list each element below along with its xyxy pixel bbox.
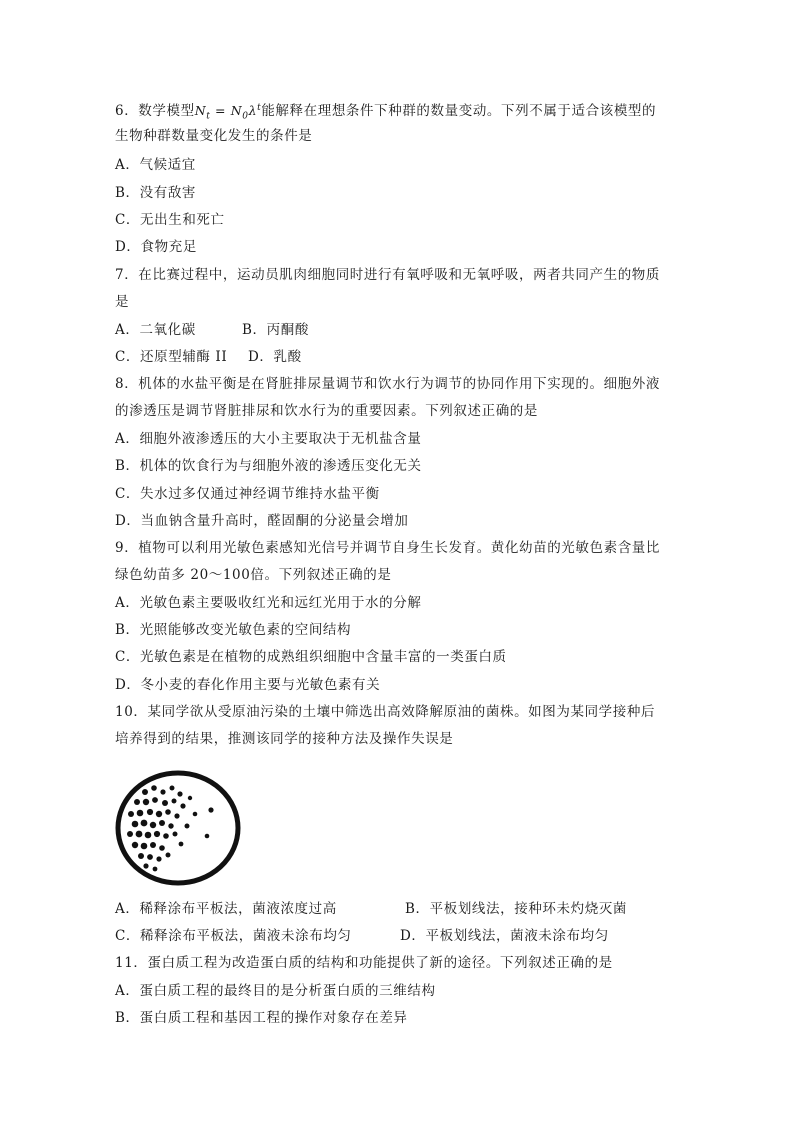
- q8-stem-line2: 的渗透压是调节肾脏排尿和饮水行为的重要因素。下列叙述正确的是: [115, 403, 538, 419]
- q10-option-d: D．平板划线法，菌液未涂布均匀: [400, 928, 609, 944]
- q6-prefix: 6．数学模型: [115, 103, 195, 120]
- q11-stem-line1: 11．蛋白质工程为改造蛋白质的结构和功能提供了新的途径。下列叙述正确的是: [115, 955, 613, 971]
- q11-option-a: A．蛋白质工程的最终目的是分析蛋白质的三维结构: [115, 983, 436, 999]
- q7-option-a: A．二氧化碳: [115, 322, 196, 338]
- q6-option-b: B．没有敌害: [115, 185, 197, 201]
- q10-stem-line1: 10．某同学欲从受原油污染的土壤中筛选出高效降解原油的菌株。如图为某同学接种后: [115, 704, 656, 720]
- petri-dish-rim: [118, 773, 238, 883]
- q10-option-a: A．稀释涂布平板法，菌液浓度过高: [115, 901, 337, 917]
- q11-option-b: B．蛋白质工程和基因工程的操作对象存在差异: [115, 1010, 408, 1026]
- q7-option-d: D．乳酸: [248, 349, 302, 365]
- bacterial-colonies: [127, 785, 214, 871]
- q6-option-c: C．无出生和死亡: [115, 212, 225, 228]
- q9-stem-line2: 绿色幼苗多 20～100倍。下列叙述正确的是: [115, 567, 392, 583]
- q8-option-a: A．细胞外液渗透压的大小主要取决于无机盐含量: [115, 431, 422, 447]
- q9-stem-line1: 9．植物可以利用光敏色素感知光信号并调节自身生长发育。黄化幼苗的光敏色素含量比: [115, 540, 660, 556]
- q6-stem-line1: [115, 98, 656, 127]
- q8-option-c: C．失水过多仅通过神经调节维持水盐平衡: [115, 486, 380, 502]
- q8-option-d: D．当血钠含量升高时，醛固酮的分泌量会增加: [115, 513, 409, 529]
- q7-options-row1: [115, 320, 309, 340]
- q10-stem-line2: 培养得到的结果，推测该同学的接种方法及操作失误是: [115, 731, 454, 747]
- q10-option-b: B．平板划线法，接种环未灼烧灭菌: [405, 901, 628, 917]
- q9-option-d: D．冬小麦的春化作用主要与光敏色素有关: [115, 677, 381, 693]
- q9-option-b: B．光照能够改变光敏色素的空间结构: [115, 622, 352, 638]
- q8-option-b: B．机体的饮食行为与细胞外液的渗透压变化无关: [115, 458, 422, 474]
- q7-stem-line1: 7．在比赛过程中，运动员肌肉细胞同时进行有氧呼吸和无氧呼吸，两者共同产生的物质: [115, 267, 660, 283]
- q8-stem-line1: 8．机体的水盐平衡是在肾脏排尿量调节和饮水行为调节的协同作用下实现的。细胞外液: [115, 376, 660, 392]
- q6-stem-rest: 能解释在理想条件下种群的数量变动。下列不属于适合该模型的: [261, 103, 657, 120]
- q9-option-a: A．光敏色素主要吸收红光和远红光用于水的分解: [115, 595, 422, 611]
- q7-stem-line2: 是: [115, 294, 130, 310]
- q9-option-c: C．光敏色素是在植物的成熟组织细胞中含量丰富的一类蛋白质: [115, 649, 507, 665]
- q10-options-row1: [115, 899, 628, 919]
- q6-option-a: A．气候适宜: [115, 157, 196, 173]
- q10-option-c: C．稀释涂布平板法，菌液未涂布均匀: [115, 928, 352, 944]
- q7-options-row2: [115, 347, 302, 367]
- q7-option-b: B．丙酮酸: [242, 322, 309, 338]
- q6-formula: $N_t = N_0\lambda^t$: [194, 103, 262, 122]
- q6-stem-line2: 生物种群数量变化发生的条件是: [115, 128, 313, 144]
- petri-dish-figure: [115, 770, 245, 890]
- q6-option-d: D．食物充足: [115, 239, 197, 255]
- q10-options-row2: [115, 926, 609, 946]
- q7-option-c: C．还原型辅酶 II: [115, 349, 228, 365]
